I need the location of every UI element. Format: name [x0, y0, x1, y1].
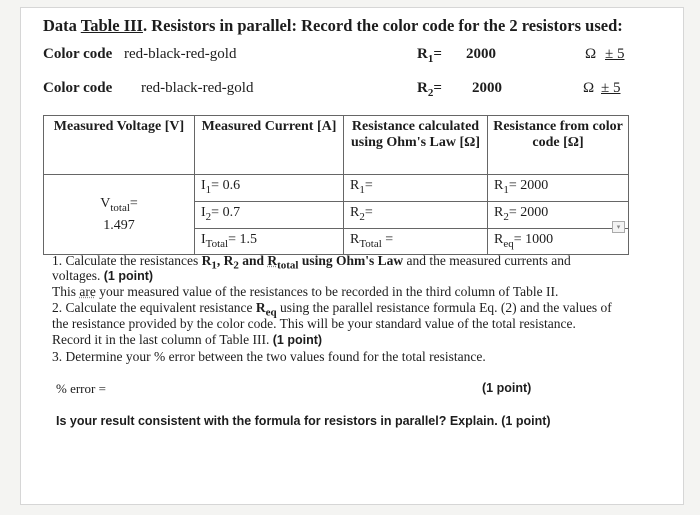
error-points: (1 point) [482, 381, 532, 395]
consistency-question: Is your result consistent with the formula for resistors in parallel? Explain. (1 point) [56, 414, 551, 428]
voltage-label: $V_{total}=$ [100, 196, 138, 215]
header-resistance-color-code: Resistance from color code [Ω] [488, 116, 629, 175]
instruction-1: 1. Calculate the resistances $R_1$, $R_2$ and $R_{total}$ using Ohm's Law and the measured currents and [52, 253, 571, 272]
instruction-2-cont: the resistance provided by the color code. This will be your standard value of the total resistance. [52, 316, 576, 331]
color-code-value-2: red-black-red-gold [141, 80, 254, 96]
color-code-value-1: red-black-red-gold [124, 46, 237, 62]
error-label: % error = [56, 381, 106, 396]
table-row [44, 175, 629, 202]
r2-label: $R_2=$ [417, 80, 442, 99]
instruction-1-cont: voltages. (1 point) [52, 268, 154, 283]
header-resistance-calculated: Resistance calculated using Ohm's Law [Ω] [344, 116, 488, 175]
instruction-2-record: Record it in the last column of Table III. (1 point) [52, 332, 323, 347]
instruction-1-note: This are your measured value of the resistances to be recorded in the third column of Table II. [52, 284, 559, 299]
data-table [43, 115, 629, 255]
r2-tolerance: ± 5 [601, 80, 621, 96]
instruction-2: 2. Calculate the equivalent resistance $R_{eq}$ using the parallel resistance formula Eq. (2) and the values of [52, 300, 612, 319]
current-itotal-cell[interactable]: $I_{Total}= 1.5$ [195, 228, 344, 255]
r2-calc-cell[interactable]: $R_2=$ [344, 201, 488, 228]
r2-color-cell[interactable]: $R_2= 2000$ [488, 201, 629, 228]
color-code-label-2: Color code [43, 80, 113, 96]
table-header-row [44, 116, 629, 175]
r2-value: 2000 [472, 80, 502, 96]
header-measured-current: Measured Current [A] [195, 116, 344, 175]
worksheet-card [20, 7, 684, 505]
r2-unit: Ω [583, 80, 595, 96]
r1-tolerance: ± 5 [605, 46, 625, 62]
current-i1-cell[interactable]: $I_1= 0.6$ [195, 175, 344, 202]
rtotal-calc-cell[interactable]: $R_{Total}$ = [344, 228, 488, 255]
r1-color-cell[interactable]: $R_1= 2000$ [488, 175, 629, 202]
table-title: Data Table III. Resistors in parallel: Record the color code for the 2 resistors used: [43, 16, 623, 35]
voltage-value: 1.497 [103, 218, 135, 234]
current-i2-cell[interactable]: $I_2= 0.7$ [195, 201, 344, 228]
r1-calc-cell[interactable]: $R_1=$ [344, 175, 488, 202]
req-color-cell[interactable]: $R_{eq}= 1000$ [488, 228, 629, 255]
header-measured-voltage: Measured Voltage [V] [44, 116, 195, 175]
voltage-cell[interactable] [44, 175, 195, 255]
r1-unit: Ω [585, 46, 597, 62]
r1-value: 2000 [466, 46, 496, 62]
instruction-3: 3. Determine your % error between the two values found for the total resistance. [52, 349, 486, 364]
r1-label: $R_1=$ [417, 46, 442, 65]
color-code-label-1: Color code [43, 46, 113, 62]
dropdown-chevron-icon[interactable]: ▾ [612, 221, 625, 233]
